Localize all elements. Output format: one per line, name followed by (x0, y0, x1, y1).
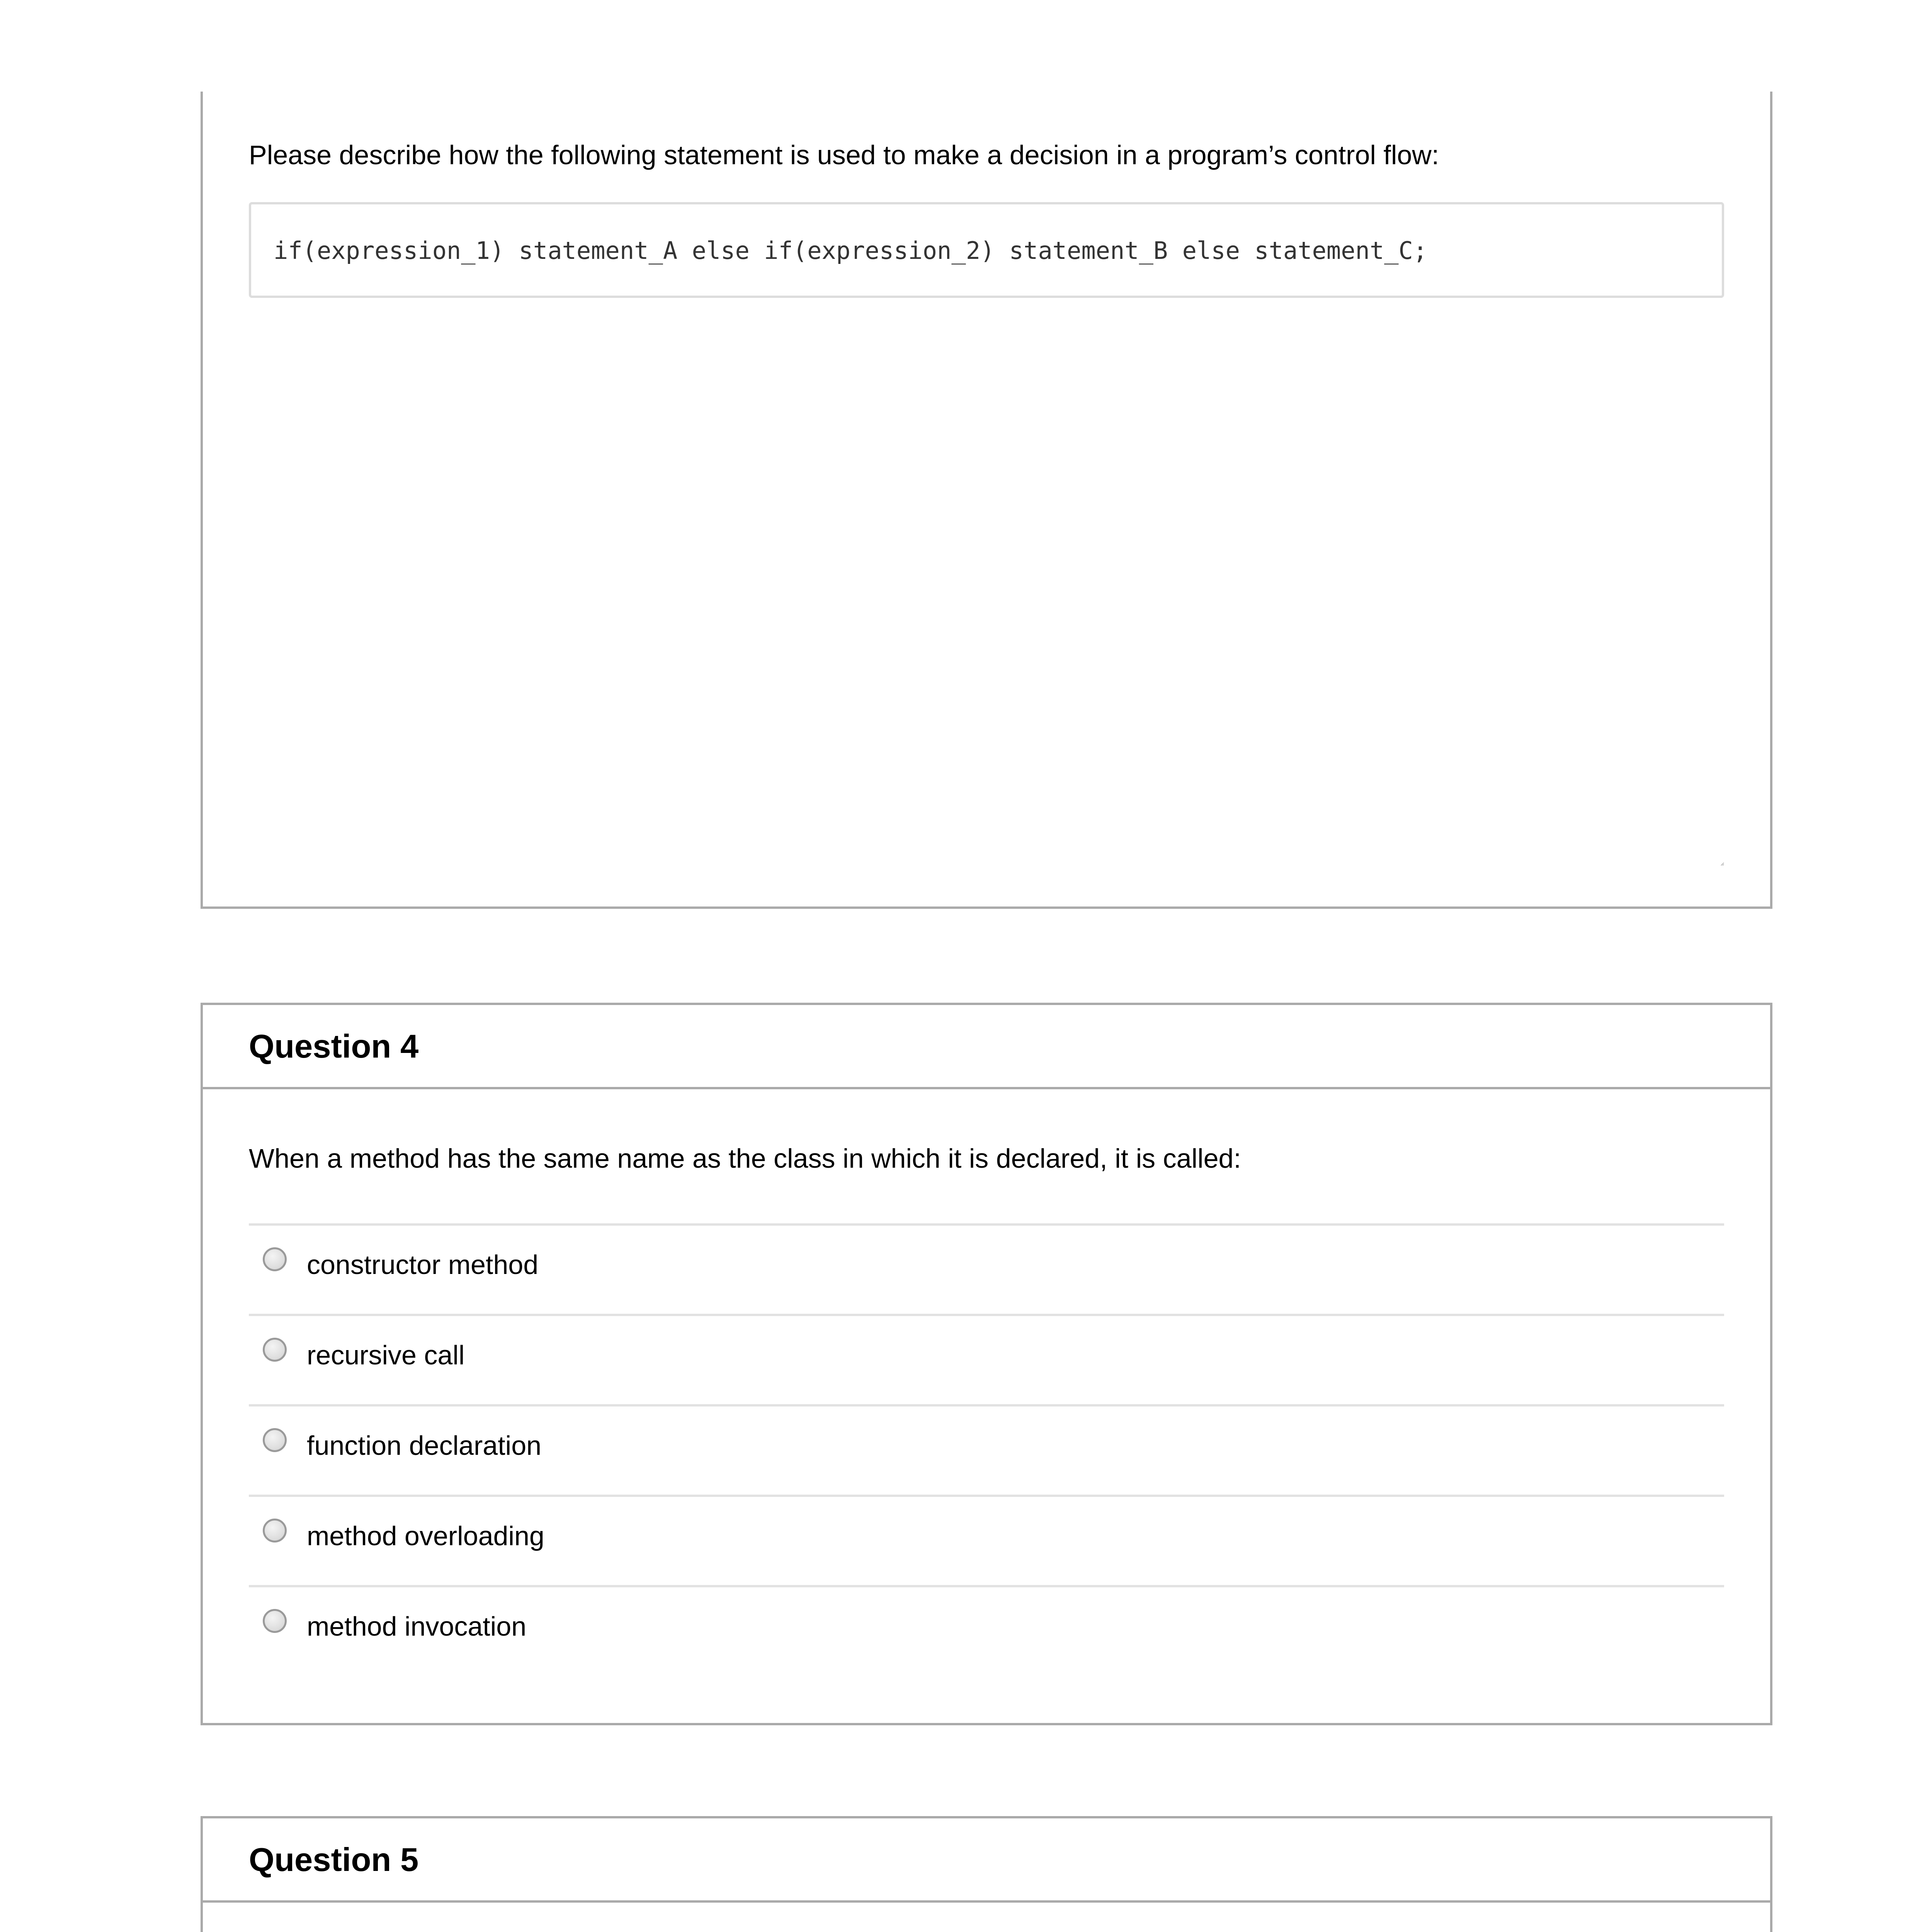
radio-button-unselected-icon[interactable] (263, 1428, 287, 1452)
question-4-prompt: When a method has the same name as the class in which it is declared, it is called: (249, 1143, 1241, 1173)
question-5-panel (201, 1816, 1772, 1932)
option-label: recursive call (307, 1340, 465, 1370)
option-function-declaration[interactable] (249, 1404, 1724, 1495)
question-4-panel (201, 1003, 1772, 1725)
option-label: constructor method (307, 1250, 539, 1280)
question-3-panel (201, 92, 1772, 909)
option-label: method invocation (307, 1611, 527, 1641)
option-method-invocation[interactable] (249, 1585, 1724, 1675)
question-3-code-block (249, 202, 1724, 298)
radio-button-unselected-icon[interactable] (263, 1247, 287, 1271)
question-4-title: Question 4 (249, 1028, 419, 1065)
question-5-title: Question 5 (249, 1842, 419, 1878)
option-recursive-call[interactable] (249, 1314, 1724, 1404)
question-3-answer-input[interactable] (249, 323, 1724, 866)
option-label: method overloading (307, 1521, 544, 1551)
option-method-overloading[interactable] (249, 1495, 1724, 1585)
question-3-prompt: Please describe how the following statement is used to make a decision in a program’s control flow: (249, 140, 1439, 170)
question-5-header (203, 1818, 1770, 1903)
radio-button-unselected-icon[interactable] (263, 1609, 287, 1633)
question-3-code-line: if(expression_1) statement_A else if(expression_2) statement_B else statement_C; (274, 236, 1428, 265)
question-4-header (203, 1005, 1770, 1089)
option-label: function declaration (307, 1430, 542, 1461)
option-constructor-method[interactable] (249, 1223, 1724, 1314)
radio-button-unselected-icon[interactable] (263, 1519, 287, 1543)
radio-button-unselected-icon[interactable] (263, 1338, 287, 1362)
